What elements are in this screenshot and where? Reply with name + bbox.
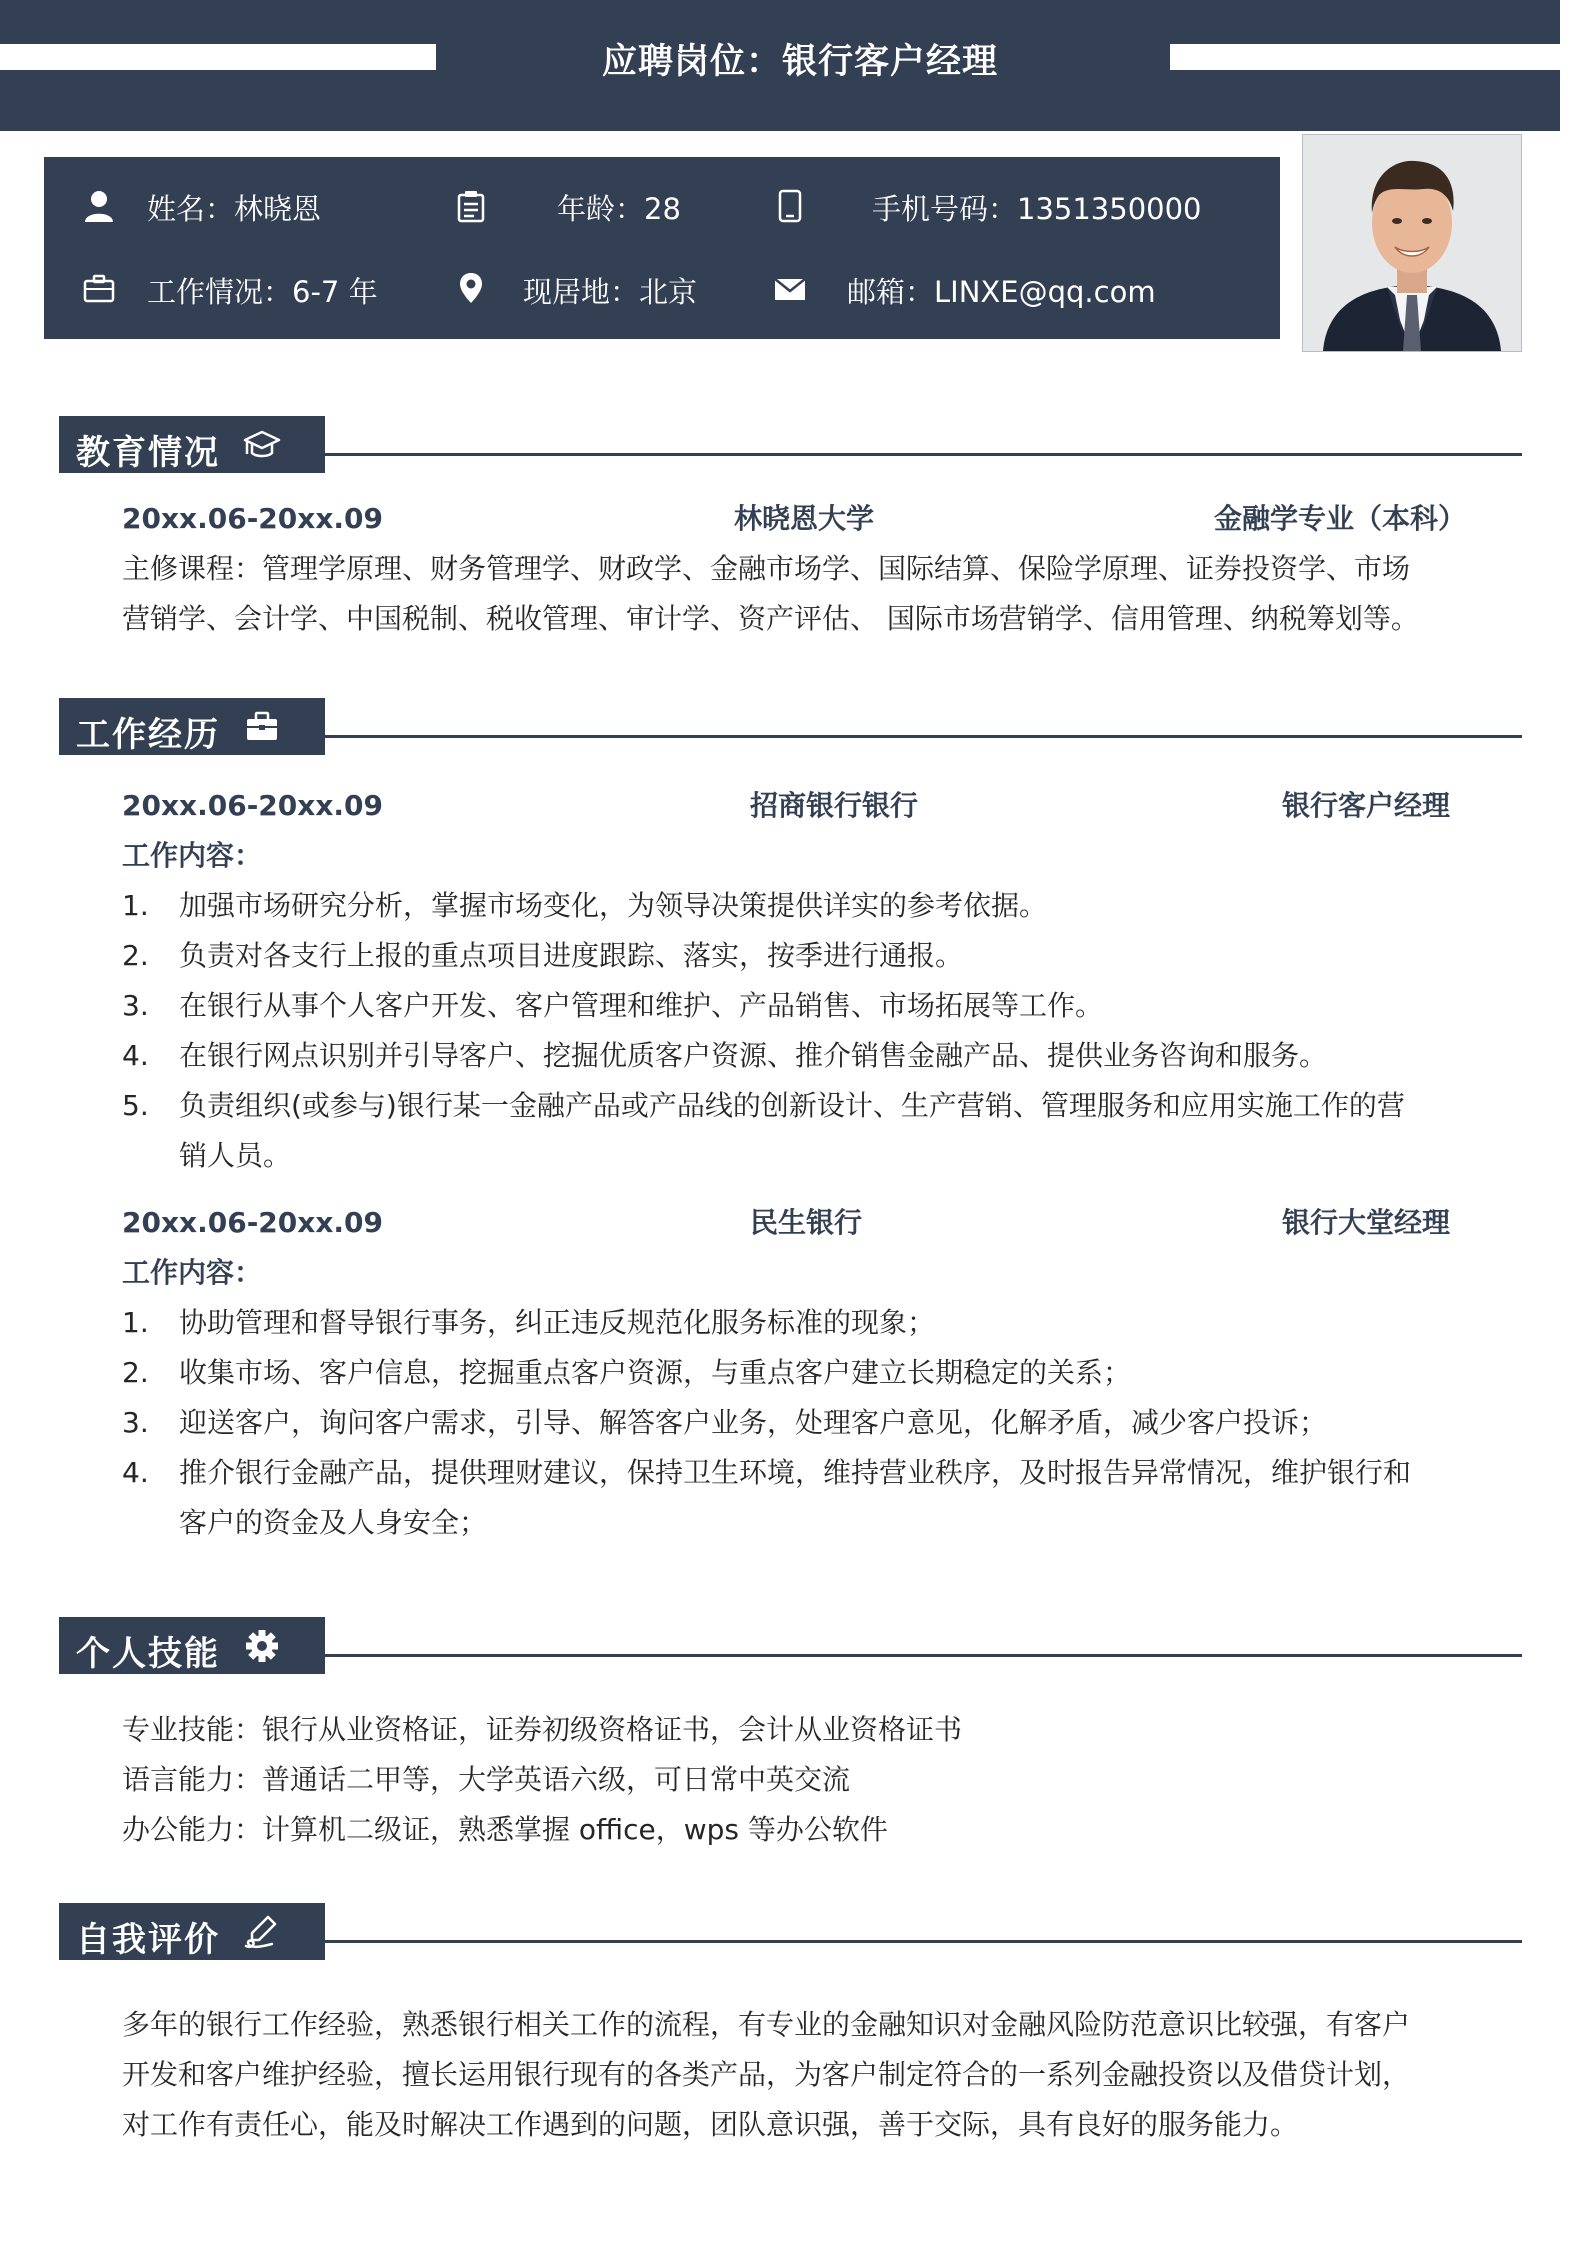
- gear-icon: [242, 1627, 282, 1665]
- job-1-item-4-text: 在银行网点识别并引导客户、挖掘优质客户资源、推介销售金融产品、提供业务咨询和服务。: [179, 1039, 1328, 1072]
- avatar-illustration: [1303, 135, 1521, 351]
- job-2-item-4-text-cont: 客户的资金及人身安全；: [179, 1506, 488, 1539]
- section-rule-skills: [325, 1654, 1522, 1657]
- job-1-content-label: 工作内容：: [122, 839, 263, 872]
- banner-line-left: [0, 44, 436, 70]
- info-location: 现居地：北京: [523, 275, 698, 309]
- self-evaluation-line3: 对工作有责任心，能及时解决工作遇到的问题，团队意识强，善于交际，具有良好的服务能力。: [122, 2108, 1299, 2141]
- job-1-item-4-number: 4.: [122, 1039, 149, 1072]
- education-courses-line2: 营销学、会计学、中国税制、税收管理、审计学、资产评估、 国际市场营销学、信用管理、纳税筹划等。: [122, 602, 1419, 635]
- info-name: 姓名：林晓恩: [147, 192, 322, 226]
- job-2-item-2-number: 2.: [122, 1356, 149, 1389]
- job-1-date: 20xx.06-20xx.09: [122, 789, 383, 822]
- info-work-status: 工作情况：6-7 年: [147, 275, 378, 309]
- clipboard-icon: [454, 189, 488, 223]
- job-1-position: 银行客户经理: [1281, 789, 1450, 822]
- job-2-item-2-text: 收集市场、客户信息，挖掘重点客户资源，与重点客户建立长期稳定的关系；: [179, 1356, 1132, 1389]
- location-pin-icon: [454, 271, 488, 305]
- page-title: 应聘岗位：银行客户经理: [601, 42, 998, 82]
- job-1-item-3-text: 在银行从事个人客户开发、客户管理和维护、产品销售、市场拓展等工作。: [179, 989, 1104, 1022]
- job-1-item-5-text: 负责组织(或参与)银行某一金融产品或产品线的创新设计、生产营销、管理服务和应用实施工作的营: [179, 1089, 1405, 1122]
- job-1-item-2-number: 2.: [122, 939, 149, 972]
- banner-line-right: [1170, 44, 1560, 70]
- job-2-item-3-number: 3.: [122, 1406, 149, 1439]
- job-2-content-label: 工作内容：: [122, 1256, 263, 1289]
- skill-language: 语言能力：普通话二甲等，大学英语六级，可日常中英交流: [122, 1763, 851, 1796]
- profile-photo: [1302, 134, 1522, 352]
- section-header-skills: [59, 1617, 325, 1674]
- graduation-cap-icon: [242, 426, 282, 464]
- education-major: 金融学专业（本科）: [1213, 502, 1466, 535]
- envelope-icon: [773, 272, 807, 306]
- job-1-company: 招商银行银行: [749, 789, 918, 822]
- education-heading: 教育情况: [76, 433, 220, 473]
- self-evaluation-line2: 开发和客户维护经验，擅长运用银行现有的各类产品，为客户制定符合的一系列金融投资以及借贷计划，: [122, 2058, 1411, 2091]
- job-1-item-1-text: 加强市场研究分析，掌握市场变化，为领导决策提供详实的参考依据。: [179, 889, 1048, 922]
- job-1-item-3-number: 3.: [122, 989, 149, 1022]
- job-1-item-2-text: 负责对各支行上报的重点项目进度跟踪、落实，按季进行通报。: [179, 939, 964, 972]
- info-phone: 手机号码：1351350000: [872, 192, 1202, 226]
- briefcase-icon: [82, 272, 116, 306]
- section-rule-self-evaluation: [325, 1940, 1522, 1943]
- job-2-item-1-text: 协助管理和督导银行事务，纠正违反规范化服务标准的现象；: [179, 1306, 936, 1339]
- education-school: 林晓恩大学: [733, 502, 874, 535]
- self-evaluation-heading: 自我评价: [76, 1920, 220, 1960]
- section-header-self-evaluation: [59, 1903, 325, 1960]
- job-1-item-5-text-cont: 销人员。: [179, 1139, 292, 1172]
- job-2-item-1-number: 1.: [122, 1306, 149, 1339]
- section-header-work: [59, 698, 325, 755]
- education-date: 20xx.06-20xx.09: [122, 502, 383, 535]
- section-rule-education: [325, 453, 1522, 456]
- work-heading: 工作经历: [76, 715, 220, 755]
- job-2-company: 民生银行: [749, 1206, 862, 1239]
- personal-info-box: [44, 157, 1280, 339]
- job-2-item-4-number: 4.: [122, 1456, 149, 1489]
- job-1-item-1-number: 1.: [122, 889, 149, 922]
- self-evaluation-line1: 多年的银行工作经验，熟悉银行相关工作的流程，有专业的金融知识对金融风险防范意识比较强，有客户: [122, 2008, 1411, 2041]
- info-age: 年龄：28: [557, 192, 681, 226]
- education-courses-line1: 主修课程：管理学原理、财务管理学、财政学、金融市场学、国际结算、保险学原理、证券投资学、市场: [122, 552, 1411, 585]
- pen-icon: [242, 1913, 282, 1951]
- section-header-education: [59, 416, 325, 473]
- job-1-item-5-number: 5.: [122, 1089, 149, 1122]
- phone-icon: [773, 189, 807, 223]
- info-email: 邮箱：LINXE@qq.com: [847, 275, 1156, 309]
- job-2-date: 20xx.06-20xx.09: [122, 1206, 383, 1239]
- top-banner: [0, 0, 1560, 131]
- skill-professional: 专业技能：银行从业资格证，证券初级资格证书，会计从业资格证书: [122, 1713, 963, 1746]
- job-2-item-3-text: 迎送客户，询问客户需求，引导、解答客户业务，处理客户意见，化解矛盾，减少客户投诉；: [179, 1406, 1328, 1439]
- skills-heading: 个人技能: [76, 1634, 220, 1674]
- briefcase-icon: [242, 708, 282, 746]
- skill-office: 办公能力：计算机二级证，熟悉掌握 office，wps 等办公软件: [122, 1813, 888, 1846]
- job-2-position: 银行大堂经理: [1281, 1206, 1450, 1239]
- section-rule-work: [325, 735, 1522, 738]
- person-icon: [82, 189, 116, 223]
- job-2-item-4-text: 推介银行金融产品，提供理财建议，保持卫生环境，维持营业秩序，及时报告异常情况，维护银行和: [179, 1456, 1412, 1489]
